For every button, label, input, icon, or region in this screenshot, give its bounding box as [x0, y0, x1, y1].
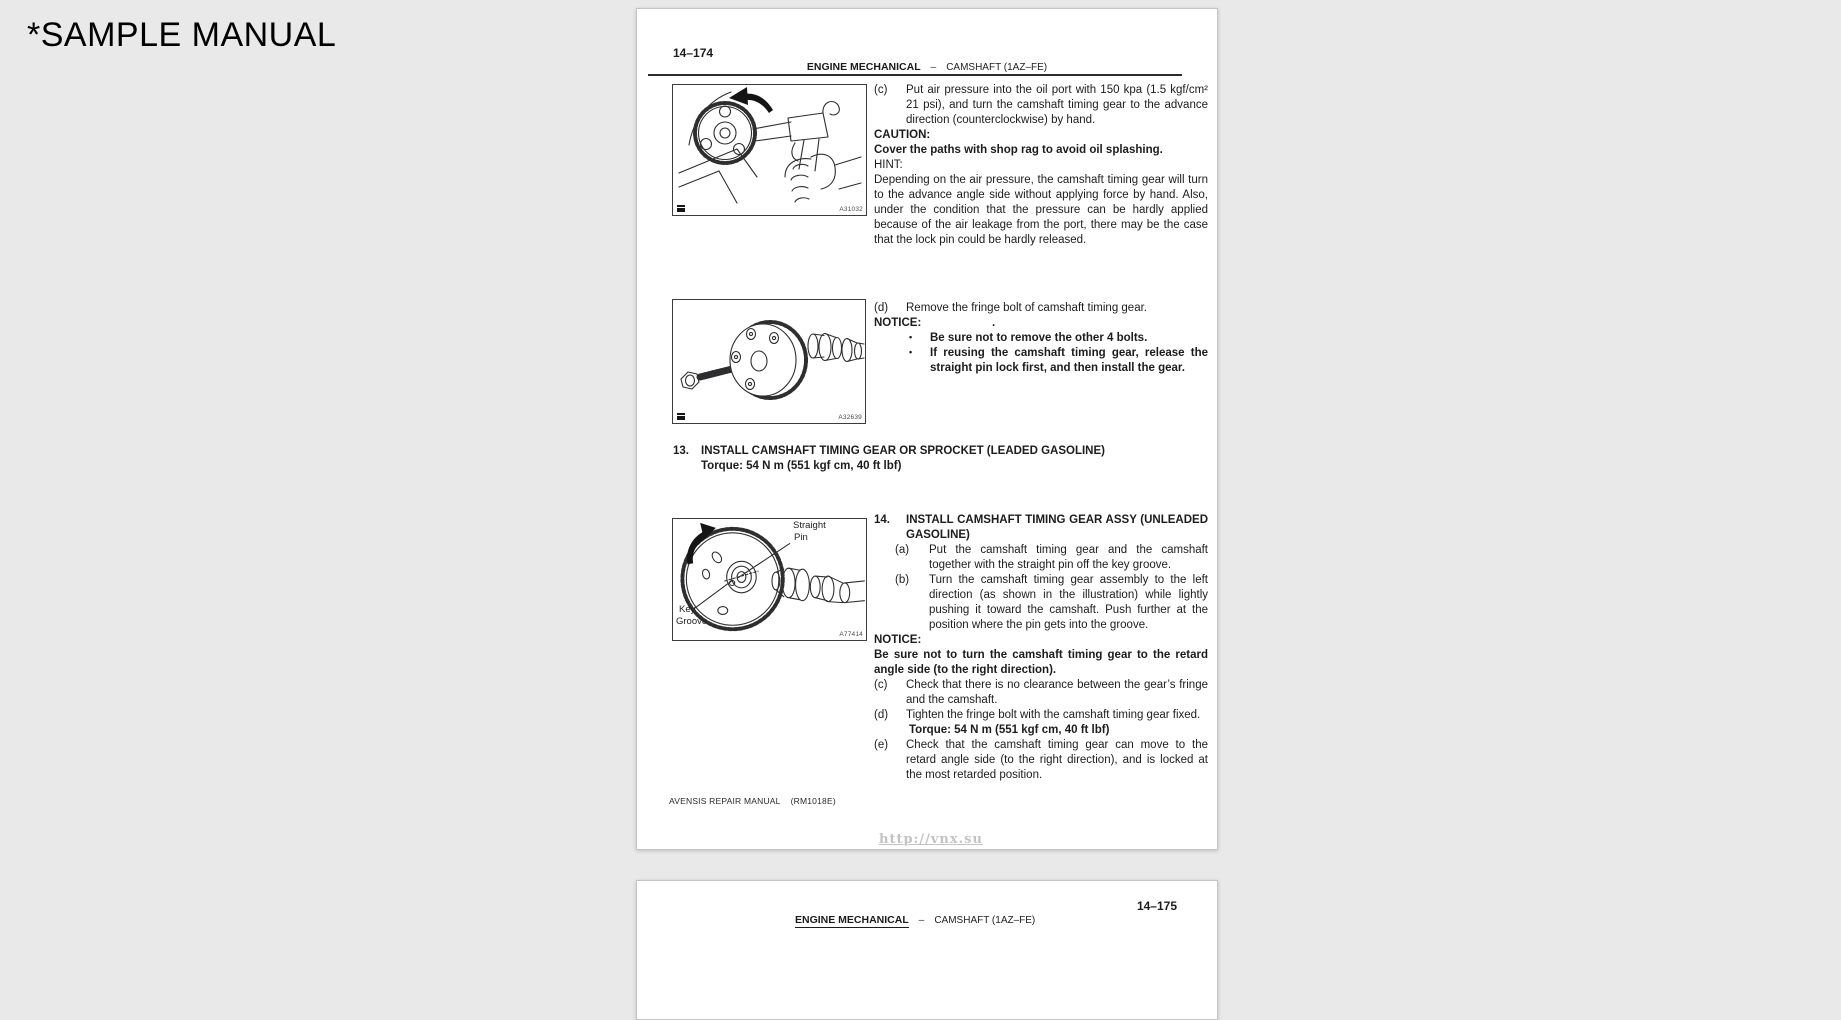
item-text: Put air pressure into the oil port with 150 kpa (1.5 kgf/cm² 21 psi), and turn the camshaft timing gear to the advance direction (counterclockwise) by hand. [906, 84, 1208, 126]
bullet-dot: • [909, 347, 913, 357]
hint-text: Depending on the air pressure, the camshaft timing gear will turn to the advance angle side without applying force by hand. Also, under the condition that the pressure can be hardly applied because of the air leakage from the port, there may be the case that the lock pin could be hardly released. [874, 174, 1208, 246]
item-text: Remove the fringe bolt of camshaft timing gear. [906, 302, 1147, 314]
document-page-2 [636, 880, 1218, 1020]
straight-pin-label: Straight [793, 520, 826, 531]
instruction-item [874, 301, 1208, 316]
sample-manual-label: *SAMPLE MANUAL [27, 16, 337, 54]
step-title-line [673, 444, 1207, 459]
bolt-gear-camshaft-drawing [673, 300, 865, 423]
step-title: INSTALL CAMSHAFT TIMING GEAR OR SPROCKET (LEADED GASOLINE) [701, 445, 1105, 457]
item-label: (c) [874, 84, 888, 96]
hint-heading: HINT: [874, 159, 903, 171]
instruction-item [874, 708, 1208, 723]
figure-corner-mark [677, 413, 685, 420]
key-groove-label: Key [679, 604, 696, 615]
torque-spec: Torque: 54 N m (551 kgf cm, 40 ft lbf) [909, 724, 1110, 736]
stray-dot-artifact: . [992, 317, 996, 329]
item-label: (d) [874, 709, 889, 721]
header-dash: – [918, 915, 925, 926]
document-page-1 [636, 8, 1218, 850]
figure-code: A31032 [839, 206, 863, 213]
torque-spec [673, 459, 1207, 474]
header-subsection-title: CAMSHAFT (1AZ–FE) [934, 915, 1036, 926]
notice-bullet-item [874, 331, 1208, 346]
header-section-title: ENGINE MECHANICAL [806, 61, 921, 73]
figure-code: A32639 [838, 414, 862, 421]
figure-exploded-gear-illustration [672, 299, 866, 424]
site-watermark: http://vnx.su [879, 832, 983, 847]
notice-heading: NOTICE: [874, 634, 922, 646]
instruction-item [874, 678, 1208, 708]
instruction-item [874, 573, 1208, 633]
page-header [637, 61, 1217, 75]
header-subsection-title: CAMSHAFT (1AZ–FE) [946, 62, 1048, 73]
item-label: (a) [895, 544, 910, 556]
manual-name: AVENSIS REPAIR MANUAL [669, 796, 781, 806]
air-gun-gear-drawing [673, 85, 866, 215]
item-label: (c) [874, 679, 888, 691]
notice-text: Be sure not to turn the camshaft timing gear to the retard angle side (to the right direction). [874, 649, 1208, 676]
bullet-text: Be sure not to remove the other 4 bolts. [930, 332, 1148, 344]
figure-corner-mark [677, 205, 685, 212]
item-text: Put the camshaft timing gear and the camshaft together with the straight pin off the key groove. [929, 544, 1208, 571]
notice-bullet-item [874, 346, 1208, 376]
caution-heading: CAUTION: [874, 129, 931, 141]
step-title: INSTALL CAMSHAFT TIMING GEAR ASSY (UNLEADED GASOLINE) [906, 514, 1208, 541]
page-number: 14–175 [1136, 899, 1177, 913]
figure-air-pressure-illustration [672, 84, 867, 216]
item-label: (e) [874, 739, 889, 751]
bullet-text: If reusing the camshaft timing gear, release the straight pin lock first, and then install the gear. [930, 347, 1208, 374]
step-14-block [874, 513, 1208, 783]
header-rule [648, 74, 1182, 76]
notice-heading-line [874, 316, 1208, 331]
straight-pin-label-line2: Pin [794, 532, 808, 543]
section-c-text-block [874, 83, 1208, 248]
header-dash: – [930, 62, 937, 73]
item-text: Turn the camshaft timing gear assembly to the left direction (as shown in the illustration) while lightly pushing it toward the camshaft. Push further at the position where the pin gets into the groove. [929, 574, 1208, 631]
page-footer [669, 796, 836, 806]
item-text: Tighten the fringe bolt with the camshaft timing gear fixed. [906, 709, 1201, 721]
item-label: (b) [895, 574, 910, 586]
header-section-title: ENGINE MECHANICAL [795, 914, 909, 926]
instruction-item [874, 738, 1208, 783]
instruction-item [874, 83, 1208, 128]
caution-text: Cover the paths with shop rag to avoid oil splashing. [874, 144, 1163, 156]
key-groove-label-line2: Groove [676, 616, 708, 627]
instruction-item [874, 543, 1208, 573]
item-label: (d) [874, 302, 889, 314]
figure-code: A77414 [839, 631, 863, 638]
section-d-text-block [874, 301, 1208, 376]
bullet-dot: • [909, 332, 913, 342]
item-text: Check that there is no clearance between the gear’s fringe and the camshaft. [906, 679, 1208, 706]
step-13-block [673, 444, 1207, 474]
step-title-line [874, 513, 1208, 543]
figure-sprocket-illustration [672, 518, 867, 641]
page-number: 14–174 [673, 46, 714, 60]
manual-code: (RM1018E) [790, 796, 836, 806]
notice-heading: NOTICE: [874, 317, 922, 329]
step-number: 13. [673, 445, 689, 457]
torque-text: Torque: 54 N m (551 kgf cm, 40 ft lbf) [701, 460, 902, 472]
page-header [795, 914, 1035, 928]
item-text: Check that the camshaft timing gear can move to the retard angle side (to the right direction), and is locked at the most retarded position. [906, 739, 1208, 781]
step-number: 14. [874, 514, 890, 526]
